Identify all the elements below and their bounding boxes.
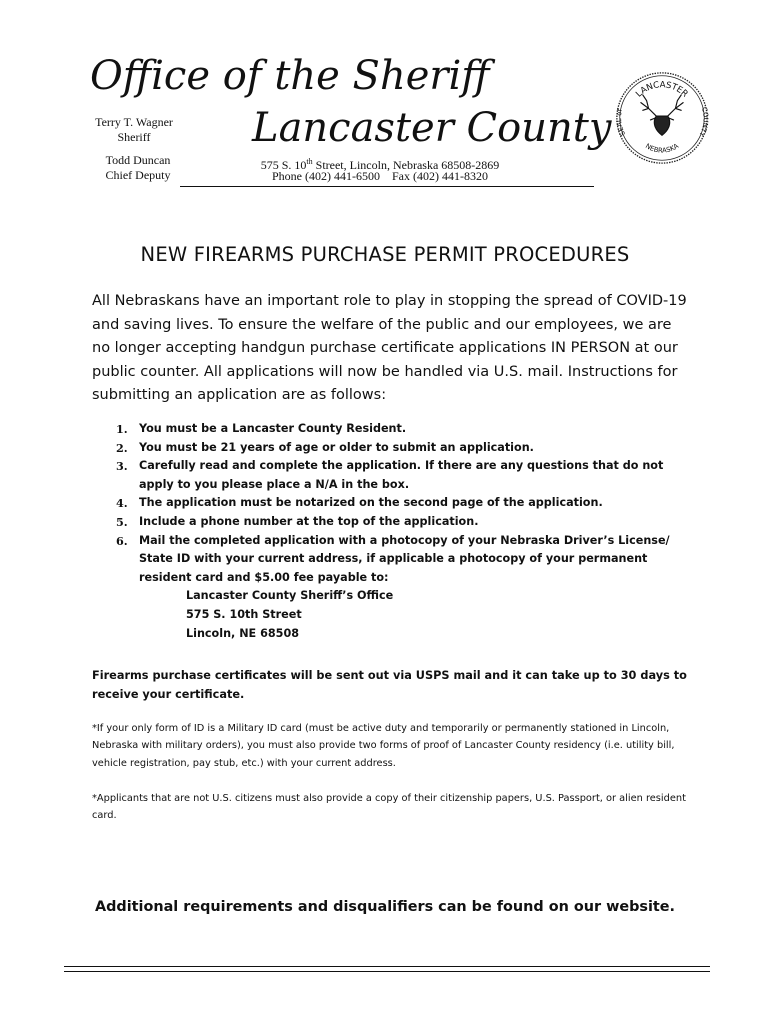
sheriff-block bbox=[84, 115, 184, 145]
address-ordinal: th bbox=[306, 157, 313, 166]
intro-paragraph: All Nebraskans have an important role to play in stopping the spread of COVID-19 and saving lives. To ensure the welfare of the public and our employees, we are no longer accepting handgun purchase certificate applications IN PERSON at our public counter. All applications will now be handled via U.S. mail. Instructions for submitting an application are as follows: bbox=[92, 293, 687, 403]
footer-divider bbox=[64, 971, 710, 972]
step-number: 5. bbox=[116, 514, 128, 529]
list-item bbox=[100, 439, 700, 458]
elk-icon bbox=[641, 95, 683, 135]
step-number: 1. bbox=[116, 422, 128, 436]
instructions-list bbox=[100, 420, 700, 643]
step-text: Carefully read and complete the application. If there are any questions that do not apply to you please place a N/A in the box. bbox=[139, 459, 664, 491]
footer-note: Additional requirements and disqualifiers can be found on our website. bbox=[94, 899, 676, 915]
mailing-address-line: 575 S. 10th Street bbox=[186, 607, 302, 621]
mailing-address-line: Lancaster County Sheriff’s Office bbox=[186, 589, 394, 603]
mailing-address-line: Lincoln, NE 68508 bbox=[186, 626, 300, 640]
page-title: NEW FIREARMS PURCHASE PERMIT PROCEDURES bbox=[140, 243, 630, 266]
sheriff-role: Sheriff bbox=[117, 130, 151, 144]
seal-right-text: COUNTY bbox=[697, 106, 710, 138]
list-item bbox=[100, 532, 700, 644]
mailing-address bbox=[139, 587, 700, 643]
county-seal-icon bbox=[614, 70, 710, 166]
seal-left-text: SEAL of bbox=[615, 108, 628, 137]
seal-bottom-text: NEBRASKA bbox=[644, 142, 680, 155]
sheriff-name: Terry T. Wagner bbox=[95, 115, 173, 129]
deputy-role: Chief Deputy bbox=[105, 168, 171, 182]
header-divider bbox=[180, 186, 594, 187]
delivery-note: Firearms purchase certificates will be sent out via USPS mail and it can take up to 30 days to receive your certificate. bbox=[92, 669, 687, 701]
address-street: 575 S. 10 bbox=[260, 158, 307, 172]
step-text: The application must be notarized on the second page of the application. bbox=[139, 496, 603, 510]
svg-text:LANCASTER bbox=[634, 80, 689, 99]
list-item bbox=[100, 420, 700, 439]
list-item bbox=[100, 513, 700, 532]
office-phone-fax: Phone (402) 441-6500 Fax (402) 441-8320 bbox=[272, 169, 488, 183]
step-text: Include a phone number at the top of the application. bbox=[139, 514, 479, 528]
step-text: You must be 21 years of age or older to submit an application. bbox=[139, 440, 534, 454]
list-item bbox=[100, 457, 700, 494]
deputy-block bbox=[88, 153, 188, 183]
deputy-name: Todd Duncan bbox=[105, 153, 171, 167]
list-item bbox=[100, 494, 700, 513]
citizenship-note: *Applicants that are not U.S. citizens must also provide a copy of their citizenship papers, U.S. Passport, or alien resident card. bbox=[92, 793, 686, 822]
step-text: You must be a Lancaster County Resident. bbox=[139, 422, 407, 435]
step-number: 2. bbox=[116, 440, 128, 455]
military-note: *If your only form of ID is a Military ID card (must be active duty and temporarily or permanently stationed in Lincoln, Nebraska with military orders), you must also provide two forms of proof of Lancaster County residency (i.e. utility bill, vehicle registration, pay stub, etc.) with your current address. bbox=[92, 723, 675, 769]
svg-text:COUNTY bbox=[697, 106, 710, 138]
step-text: Mail the completed application with a photocopy of your Nebraska Driver’s License/ State ID with your current address, if applicable a photocopy of your permanent resident card and $5.00 fee payable to: bbox=[139, 533, 670, 584]
svg-text:NEBRASKA bbox=[644, 142, 680, 155]
office-title: Office of the Sheriff bbox=[90, 53, 490, 99]
address-city: Street, Lincoln, Nebraska 68508-2869 bbox=[312, 158, 500, 172]
step-number: 6. bbox=[116, 533, 128, 548]
step-number: 3. bbox=[116, 459, 128, 474]
footer-divider bbox=[64, 966, 710, 967]
county-title: Lancaster County bbox=[252, 105, 612, 151]
step-number: 4. bbox=[116, 496, 128, 511]
svg-text:SEAL of bbox=[615, 108, 627, 137]
seal-top-text: LANCASTER bbox=[634, 80, 690, 100]
